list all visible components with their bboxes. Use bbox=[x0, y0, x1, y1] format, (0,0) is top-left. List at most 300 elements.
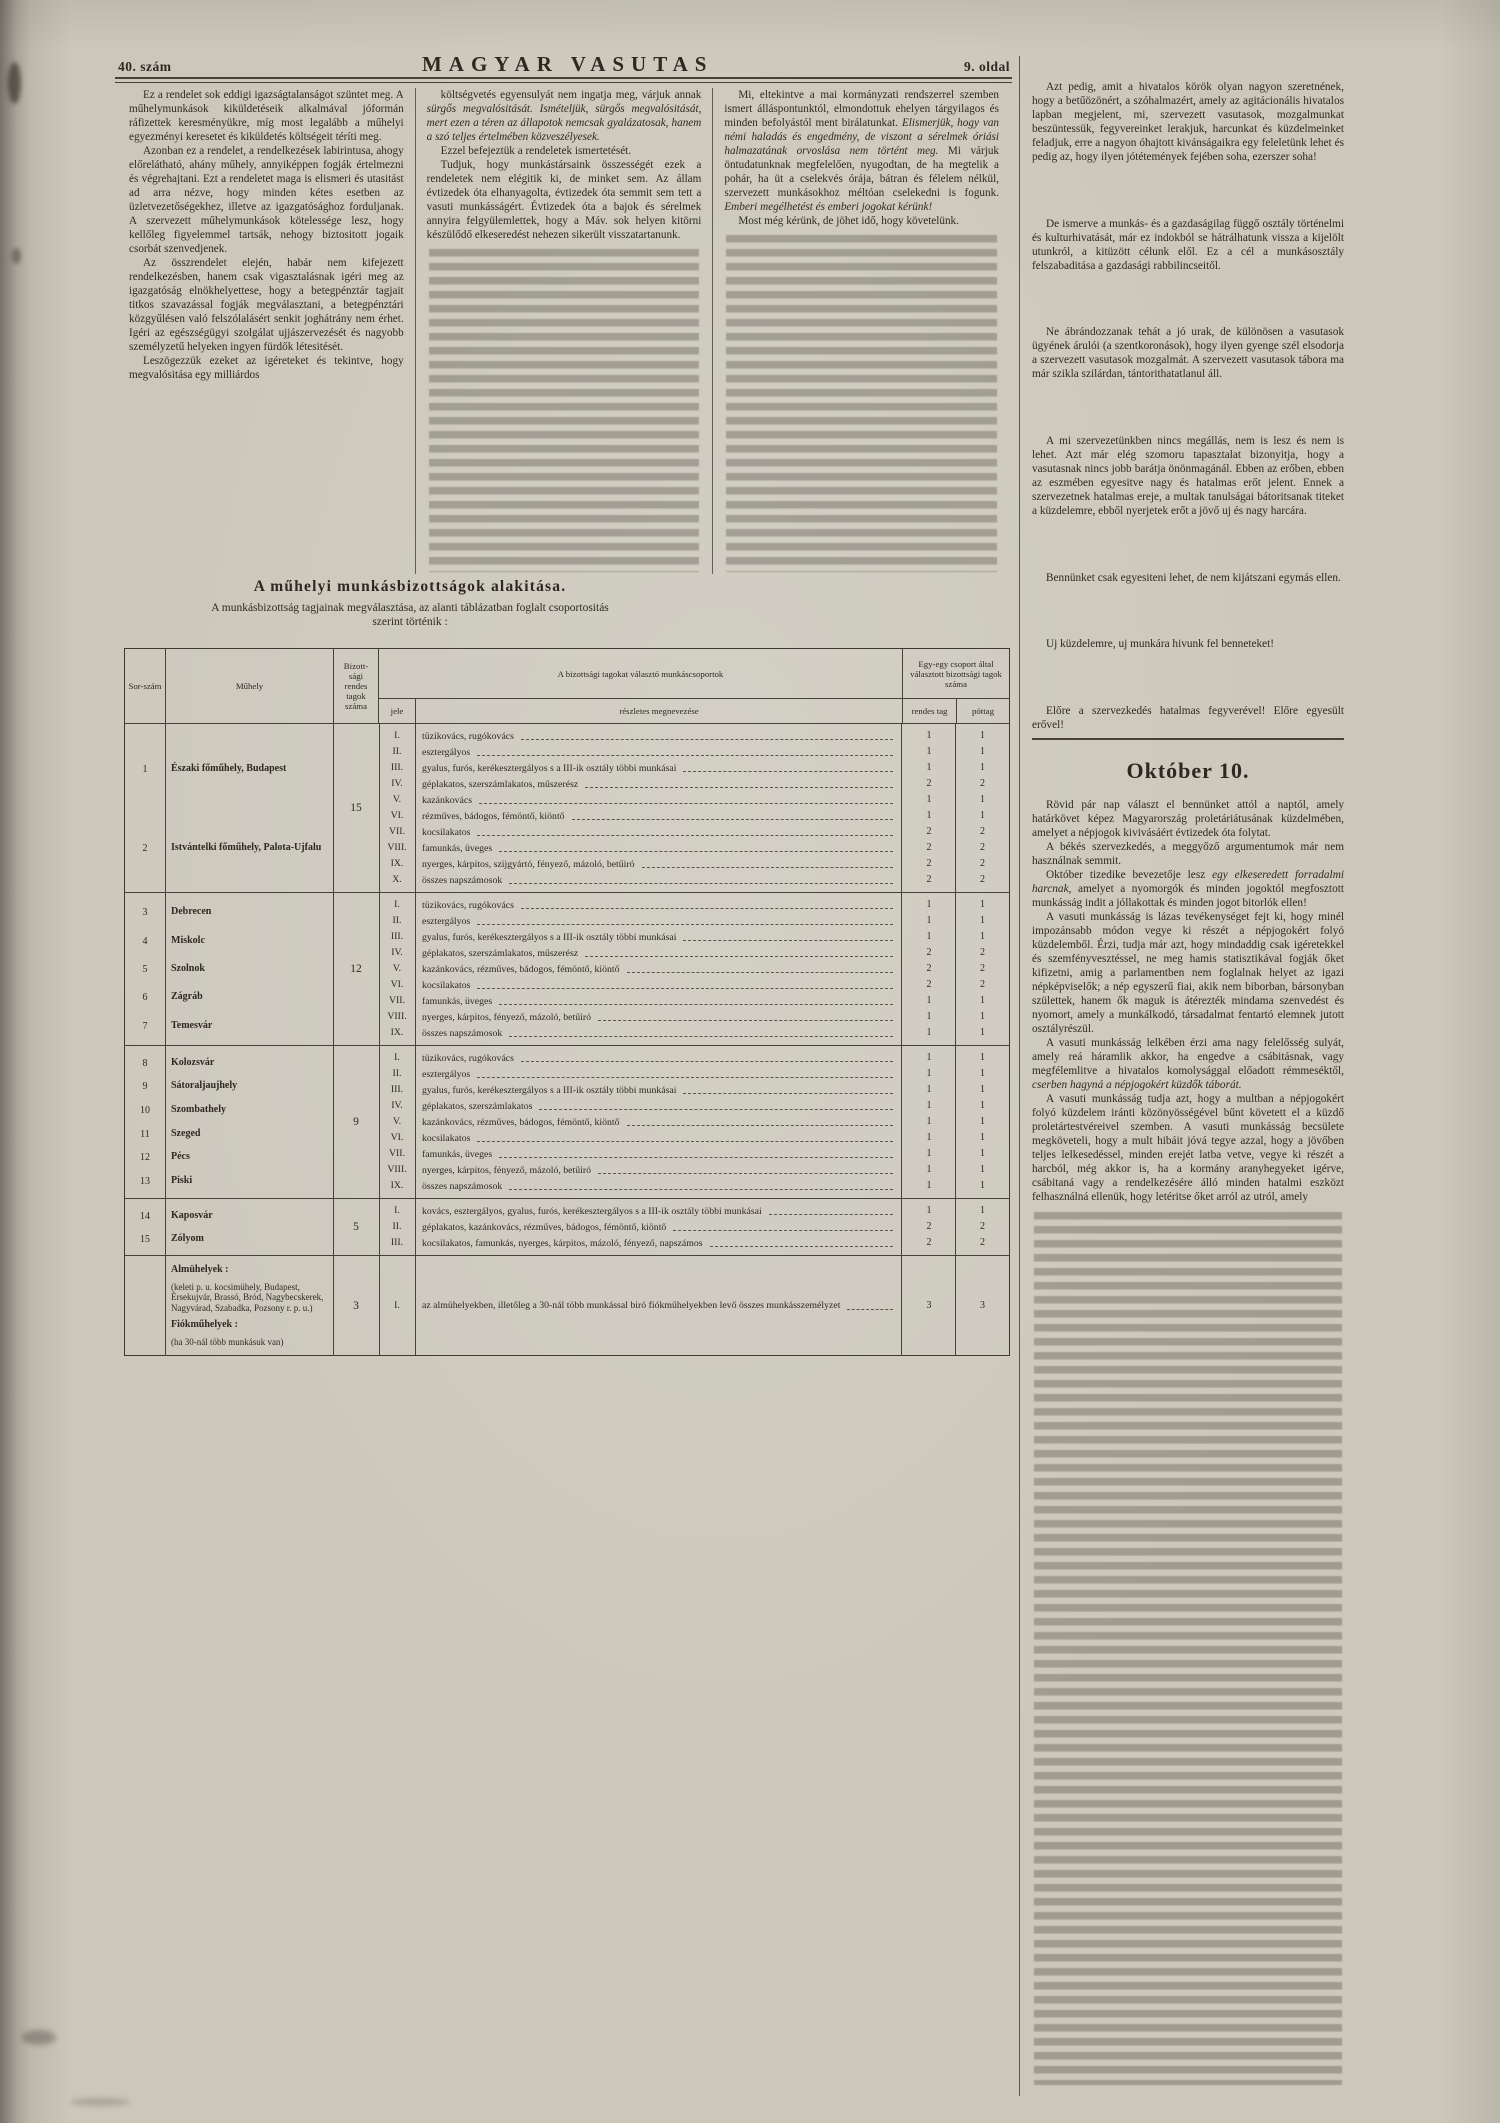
paragraph: De ismerve a munkás- és a gazdaságilag függő osztály történelmi és kulturhivatását, már ez indokból se hátrálhatunk vissza a kijelölt utunkról, a kitüzött célunk elől. Ez a cél a munkásosztály felszabaditása a gazdasági rabbilincseitől. bbox=[1032, 217, 1344, 272]
workshop-number: 8 bbox=[142, 1057, 148, 1069]
substitute-member-count: 1 bbox=[980, 1027, 985, 1038]
group-description bbox=[415, 978, 902, 992]
workshop-number: 2 bbox=[142, 842, 148, 854]
paragraph: Most még kérünk, de jöhet idő, hogy követelünk. bbox=[738, 215, 959, 227]
dash-leader bbox=[683, 1084, 893, 1094]
workshop-number bbox=[125, 1282, 165, 1314]
group-description-text: nyerges, kárpitos, fényező, mázoló, betűiró bbox=[422, 1011, 592, 1023]
paragraph: Előre a szervezkedés hatalmas fegyverével! Előre egyesült erővel! bbox=[1032, 704, 1344, 731]
committee-members-count: 12 bbox=[350, 963, 362, 975]
workshop-entry bbox=[125, 935, 333, 947]
group-sign: VI. bbox=[390, 1132, 404, 1143]
group-description bbox=[415, 898, 902, 912]
table-row bbox=[379, 914, 1009, 928]
table-row bbox=[379, 825, 1009, 839]
table-row bbox=[379, 809, 1009, 823]
workshop-name: (ha 30-nál több munkásuk van) bbox=[171, 1336, 284, 1347]
group-description bbox=[415, 777, 902, 791]
workshop-entry bbox=[125, 963, 333, 975]
illegible-text-region bbox=[1034, 1212, 1342, 2085]
group-sign: X. bbox=[392, 874, 402, 885]
workshop-number: 12 bbox=[140, 1152, 150, 1164]
workshop-name: Kolozsvár bbox=[171, 1056, 215, 1068]
group-description-text: kocsilakatos bbox=[422, 826, 471, 838]
group-description-text: tüzikovács, rugókovács bbox=[422, 730, 514, 742]
group-description-text: nyerges, kárpitos, szijgyártó, fényező, mázoló, betűiró bbox=[422, 858, 635, 870]
dash-leader bbox=[710, 1237, 893, 1247]
group-sign: IX. bbox=[390, 1027, 404, 1038]
workshop-number: 14 bbox=[140, 1210, 150, 1222]
table-row bbox=[379, 1179, 1009, 1193]
workshop-list bbox=[125, 724, 333, 892]
group-description-text: összes napszámosok bbox=[422, 1027, 503, 1039]
scan-artifact bbox=[8, 62, 21, 104]
workshop-list bbox=[125, 1046, 333, 1198]
group-description-text: nyerges, kárpitos, fényező, mázoló, betűiró bbox=[422, 1164, 592, 1176]
right-column-bottom-article bbox=[1032, 798, 1344, 1204]
paragraph: A vasuti munkásság lelkében érzi ama nagy felelősség sulyát, amely reá háramlik akkor, ha engedve a csábitásnak, vagy megfélemlitve a hivatalos komolysággal előadott rémmeséktől, cserben hagyná a népjogokért küzdők táborát. bbox=[1032, 1037, 1344, 1091]
group-description-text: kocsilakatos, famunkás, nyerges, kárpitos, mázoló, fényező, napszámos bbox=[422, 1237, 703, 1249]
group-description bbox=[415, 793, 902, 807]
paragraph: Ne ábrándozzanak tehát a jó urak, de különösen a vasutasok ügyének árulói (a szentkoronások), hogy ilyen gyenge szél elsodorja a szervezett vasutasok mozgalmát. A szervezett vasutasok tábora ma már szikla szilárdan, tántorithatatlanul áll. bbox=[1032, 326, 1344, 381]
table-group bbox=[125, 723, 1009, 892]
worker-group-rows bbox=[379, 893, 1009, 1045]
group-sign: V. bbox=[392, 1116, 402, 1127]
workshop-entry bbox=[125, 1233, 333, 1245]
regular-member-count: 1 bbox=[926, 899, 932, 910]
group-description-text: famunkás, üveges bbox=[422, 1148, 493, 1160]
workshop-entry bbox=[125, 1080, 333, 1092]
substitute-member-count: 1 bbox=[980, 899, 985, 910]
regular-member-count: 1 bbox=[926, 1052, 932, 1063]
group-description-text: tüzikovács, rugókovács bbox=[422, 1052, 514, 1064]
col-header-valasztott-tagok: Egy-egy csoport által választott bizottsági tagok száma bbox=[903, 649, 1009, 699]
substitute-member-count: 1 bbox=[980, 1148, 985, 1159]
table-row bbox=[379, 1026, 1009, 1040]
substitute-member-count: 2 bbox=[980, 842, 985, 853]
table-row bbox=[379, 1115, 1009, 1129]
regular-member-count: 2 bbox=[926, 874, 932, 885]
dash-leader bbox=[683, 931, 893, 941]
group-description bbox=[415, 930, 902, 944]
group-description-text: gyalus, furós, kerékesztergályos s a III-ik osztály többi munkásai bbox=[422, 1084, 677, 1096]
committee-table bbox=[124, 648, 1010, 1356]
table-group bbox=[125, 1045, 1009, 1198]
dash-leader bbox=[627, 1116, 893, 1126]
col-header-jele: jele bbox=[390, 706, 404, 716]
group-description bbox=[415, 729, 902, 743]
dash-leader bbox=[598, 1164, 893, 1174]
table-header-left bbox=[125, 649, 333, 723]
workshop-list bbox=[125, 893, 333, 1045]
dash-leader bbox=[598, 1011, 893, 1021]
table-row bbox=[379, 1010, 1009, 1024]
group-sign: IV. bbox=[391, 1100, 403, 1111]
workshop-name: Szeged bbox=[171, 1127, 201, 1139]
paragraph: Azonban ez a rendelet, a rendelkezések labirintusa, ahogy előrelátható, ahány műhely, annyiképpen fogják értelmezni és végrehajtani. Ezt a rendeletet maga is elismeri és utasitást ad arra nézve, hogy minden kétes esetben az üzletvezetőségekhez, illetve az igazgatósághoz forduljanak. A szervezett műhelymunkások kötelessége lesz, hogy kellőleg figyelemmel tartsák, nehogy biztositott jogaik csorbát szenvedjenek. bbox=[129, 145, 404, 255]
table-row bbox=[379, 1236, 1009, 1250]
workshop-number: 4 bbox=[142, 935, 148, 947]
col-header-rendes-tag: rendes tag bbox=[911, 706, 948, 716]
group-description-text: famunkás, üveges bbox=[422, 842, 493, 854]
table-row bbox=[379, 898, 1009, 912]
workshop-entry bbox=[125, 763, 333, 775]
workshop-name: Északi főműhely, Budapest bbox=[171, 762, 287, 774]
workshop-name: Istvántelki főműhely, Palota-Ujfalu bbox=[171, 841, 322, 853]
paragraph: Ez a rendelet sok eddigi igazságtalanságot szüntet meg. A műhelymunkások kiküldetéseik alkalmával jóformán ráfizettek keresményükre, míg most legalább a műhelyi egyezményi keresetet és kiküldetés költségeit téríti meg. bbox=[129, 89, 404, 143]
scan-artifact bbox=[12, 248, 21, 264]
group-sign: VII. bbox=[388, 1148, 406, 1159]
substitute-member-count: 1 bbox=[980, 762, 985, 773]
paragraph: Mi, eltekintve a mai kormányzati rendszerrel szemben ismert álláspontunktól, elmondottuk ehelyen tárgyilagos és minden befolyástól ment birálatunkat. Elismerjük, hogy van némi haladás és engedmény, de viszont a sérelmek óriási halmazatának orvoslása nem történt meg. Mi várjuk öntudatunknak megfelelően, nyugodtan, de ha megtelik a pohár, ha üt a cselekvés órája, bátran és félelem nélkül, szervezett munkásokhoz méltóan cselekedni is fogunk. Emberi megélhetést és emberi jogokat kérünk! bbox=[724, 89, 1000, 213]
workshop-number: 15 bbox=[140, 1233, 150, 1245]
table-row bbox=[379, 841, 1009, 855]
group-description bbox=[415, 1299, 902, 1313]
group-description bbox=[415, 1115, 902, 1129]
regular-member-count: 2 bbox=[926, 858, 932, 869]
workshop-entry bbox=[125, 1282, 333, 1314]
paragraph: Bennünket csak egyesiteni lehet, de nem kijátszani egymás ellen. bbox=[1046, 571, 1341, 584]
workshop-name: Fiókműhelyek : bbox=[171, 1319, 238, 1330]
workshop-entry bbox=[125, 1210, 333, 1222]
committee-members-count: 9 bbox=[353, 1116, 359, 1128]
workshop-number: 3 bbox=[142, 907, 148, 919]
paragraph: Ezzel befejeztük a rendeletek ismertetését. bbox=[440, 145, 632, 157]
workshop-name: Zólyom bbox=[171, 1232, 204, 1244]
workshop-entry bbox=[125, 1128, 333, 1140]
group-description bbox=[415, 1163, 902, 1177]
group-description bbox=[415, 914, 902, 928]
group-sign: I. bbox=[394, 899, 400, 910]
paragraph: Rövid pár nap választ el bennünket attól a naptól, amely határkövet képez Magyarország proletáriátusának küzdelmében, amelyet a népjogok kivivásáért évtizedek óta folytat. bbox=[1032, 799, 1344, 839]
workshop-entry bbox=[125, 991, 333, 1003]
worker-group-rows bbox=[379, 1046, 1009, 1198]
substitute-member-count: 1 bbox=[980, 1100, 985, 1111]
group-description-text: géplakatos, kazánkovács, rézműves, bádogos, fémöntő, kiöntő bbox=[422, 1221, 667, 1233]
workshop-number: 10 bbox=[140, 1105, 150, 1117]
group-sign: VIII. bbox=[387, 1164, 407, 1175]
group-description-text: kazánkovács, rézműves, bádogos, fémöntő, kiöntő bbox=[422, 1116, 620, 1128]
table-row bbox=[379, 729, 1009, 743]
table-row bbox=[379, 793, 1009, 807]
header-group-csoportok bbox=[379, 649, 902, 723]
group-sign: I. bbox=[394, 1205, 400, 1216]
group-description-text: esztergályos bbox=[422, 915, 471, 927]
table-row bbox=[379, 745, 1009, 759]
substitute-member-count: 1 bbox=[980, 1205, 985, 1216]
group-sign: II. bbox=[392, 746, 402, 757]
group-sign: I. bbox=[394, 1299, 400, 1311]
regular-member-count: 1 bbox=[926, 746, 932, 757]
table-row bbox=[379, 962, 1009, 976]
group-sign: IX. bbox=[390, 1180, 404, 1191]
workshop-name: Sátoraljaujhely bbox=[171, 1080, 238, 1092]
workshop-name: Piski bbox=[171, 1175, 193, 1187]
group-description bbox=[415, 1204, 902, 1218]
group-sign: III. bbox=[390, 762, 404, 773]
section-heading-block bbox=[100, 578, 720, 629]
substitute-member-count: 1 bbox=[980, 1052, 985, 1063]
group-description-text: famunkás, üveges bbox=[422, 995, 493, 1007]
worker-group-rows bbox=[379, 724, 1009, 892]
article-column-3 bbox=[712, 88, 1010, 574]
paragraph: A vasuti munkásság tudja azt, hogy a multban a népjogokért folyó küzdelem iránti közönyösségével bűnt követett el a küzdő proletártestvéreivel szemben. A vasuti munkásság becsülete megköveteli, hogy a mult hibáit jóvá tegye azzal, hogy a jövőben teljes lelkesedéssel, minden erejét latba vetve, vegye ki részét a harcból, még akkor is, ha a kormány aranyhegyeket igérve, csábitaná vagy a rendelkezésére álló minden hatalmi eszközt felhasználná ellenük, hogy letéritse őket arról az utról, amely bbox=[1032, 1093, 1344, 1203]
dash-leader bbox=[521, 899, 893, 909]
dash-leader bbox=[585, 947, 893, 957]
col-header-muhely: Műhely bbox=[165, 649, 333, 723]
group-description-text: kocsilakatos bbox=[422, 979, 471, 991]
group-description-text: esztergályos bbox=[422, 746, 471, 758]
committee-members-count: 3 bbox=[353, 1299, 359, 1312]
table-group bbox=[125, 892, 1009, 1045]
table-group bbox=[125, 1198, 1009, 1255]
group-description-text: kazánkovács, rézműves, bádogos, fémöntő, kiöntő bbox=[422, 963, 620, 975]
dash-leader bbox=[477, 915, 893, 925]
table-row bbox=[379, 1051, 1009, 1065]
workshop-number: 11 bbox=[140, 1128, 150, 1140]
page-header bbox=[118, 52, 1010, 77]
regular-member-count: 1 bbox=[926, 794, 932, 805]
table-row bbox=[379, 1220, 1009, 1234]
group-description-text: rézműves, bádogos, fémöntő, kiöntő bbox=[422, 810, 565, 822]
table-row bbox=[379, 994, 1009, 1008]
header-rule-thin bbox=[115, 82, 1012, 83]
group-description bbox=[415, 1067, 902, 1081]
regular-member-count: 3 bbox=[926, 1299, 932, 1311]
section-subtitle-line1: A munkásbizottság tagjainak megválasztása, az alanti táblázatban foglalt csoportositás bbox=[211, 602, 609, 614]
regular-member-count: 2 bbox=[926, 1237, 932, 1248]
workshop-name: Zágráb bbox=[171, 991, 203, 1003]
paragraph: költségvetés egyensulyát nem ingatja meg, várjuk annak sürgős megvalósitását. Ismételjük, sürgős megvalósitását, mert ezen a téren az állapotok nemcsak gyalázatosak, hanem a szó teljes értelmében közveszélyesek. bbox=[426, 89, 702, 143]
group-description-text: kazánkovács bbox=[422, 794, 473, 806]
group-description-text: esztergályos bbox=[422, 1068, 471, 1080]
substitute-member-count: 1 bbox=[980, 1116, 985, 1127]
table-row bbox=[379, 777, 1009, 791]
group-sign: VI. bbox=[390, 979, 404, 990]
workshop-name: Pécs bbox=[171, 1151, 190, 1163]
dash-leader bbox=[477, 1132, 893, 1142]
table-group bbox=[125, 1255, 1009, 1355]
group-description bbox=[415, 946, 902, 960]
workshop-entry bbox=[125, 842, 333, 854]
regular-member-count: 2 bbox=[926, 1221, 932, 1232]
substitute-member-count: 2 bbox=[980, 874, 985, 885]
dash-leader bbox=[521, 730, 893, 740]
workshop-name: Szombathely bbox=[171, 1104, 226, 1116]
table-row bbox=[379, 761, 1009, 775]
group-description bbox=[415, 994, 902, 1008]
group-description-text: géplakatos, szerszámlakatos, műszerész bbox=[422, 778, 579, 790]
table-row bbox=[379, 1299, 1009, 1313]
group-description bbox=[415, 1131, 902, 1145]
group-description bbox=[415, 1220, 902, 1234]
workshop-number: 13 bbox=[140, 1176, 150, 1188]
paragraph: A békés szervezkedés, a meggyőző argumentumok már nem használnak semmit. bbox=[1032, 841, 1344, 867]
paragraph: Azt pedig, amit a hivatalos körök olyan nagyon szeretnének, hogy a betűözönért, a szóhalmazért, amely az agitácionális hivatalos lapban megjelent, mi, szervezett vasutasok, mozgalmunkat beszüntessük, fegyvereinket lerakjuk, harcunkat és küzdelmeinket feladjuk, erre a nagyon óhajtott kivánságaikra egy feleletünk lehet és pedig az, hogy ilyen jótétemények fejében soha, ezerszer soha! bbox=[1032, 81, 1344, 163]
paragraph: Tudjuk, hogy munkástársaink összességét ezek a rendeletek nem elégitik ki, de minket sem. Az állam évtizedek óta elhanyagolta, évtizedek óta semmit sem tett a vasuti munkásságért. Évtizedek óta a bajok és sérelmek annyira felgyülemlettek, hogy a Máv. sok helyen kitörni készülődő elkeseredést nehezen sikerült visszatartanunk. bbox=[426, 159, 702, 241]
masthead-title: MAGYAR VASUTAS bbox=[421, 52, 714, 76]
workshop-name: Debrecen bbox=[171, 906, 212, 918]
illegible-text-region bbox=[726, 235, 997, 572]
regular-member-count: 1 bbox=[926, 810, 932, 821]
header-subrow-valasztott bbox=[903, 699, 1009, 723]
substitute-member-count: 1 bbox=[980, 746, 985, 757]
paragraph: A mi szervezetünkben nincs megállás, nem is lesz és nem is lehet. Azt már elég szomoru tapasztalat bizonyitja, hogy a vasutasnak nincs jobb barátja önönmagánál. Ebben az erőben, ebben az eszmében egyesitve nagy és hatalmas erőt jelent. Ennek a szervezetnek hatalmas ereje, a multak tanulságai bátoritsanak titeket a küzdelemre, ebből nyerjetek erőt a jövő uj és nagy harcára. bbox=[1032, 434, 1344, 517]
dash-leader bbox=[521, 1052, 893, 1062]
table-row bbox=[379, 873, 1009, 887]
scan-artifact bbox=[70, 2098, 130, 2106]
committee-members-count: 5 bbox=[353, 1221, 359, 1233]
workshop-number: 1 bbox=[142, 763, 148, 775]
dash-leader bbox=[585, 778, 893, 788]
workshop-number bbox=[125, 1337, 165, 1348]
col-header-pottag: póttag bbox=[956, 699, 1009, 723]
regular-member-count: 1 bbox=[926, 1068, 932, 1079]
substitute-member-count: 2 bbox=[980, 858, 985, 869]
article-columns bbox=[118, 88, 1010, 574]
group-description bbox=[415, 1099, 902, 1113]
group-description-text: összes napszámosok bbox=[422, 1180, 503, 1192]
workshop-name: Miskolc bbox=[171, 934, 205, 946]
group-sign: VII. bbox=[388, 826, 406, 837]
right-column bbox=[1032, 80, 1344, 2095]
table-row bbox=[379, 1147, 1009, 1161]
dash-leader bbox=[477, 746, 893, 756]
workshop-number: 5 bbox=[142, 963, 148, 975]
substitute-member-count: 1 bbox=[980, 915, 985, 926]
regular-member-count: 1 bbox=[926, 1084, 932, 1095]
section-divider-rule bbox=[1032, 738, 1344, 740]
workshop-name: Almühelyek : bbox=[171, 1264, 229, 1275]
workshop-entry bbox=[125, 906, 333, 918]
workshop-entry bbox=[125, 1175, 333, 1187]
paragraph: Október tizedike bevezetője lesz egy elkeseredett forradalmi harcnak, amelyet a nyomorgók és minden jogoktól megfosztott munkásság indit a jóllakottak és minden jogot bitorlók ellen! bbox=[1032, 869, 1344, 909]
group-sign: IV. bbox=[391, 778, 403, 789]
dash-leader bbox=[509, 1180, 893, 1190]
group-description-text: az almühelyekben, illetőleg a 30-nál több munkással biró fiókműhelyekben levő összes munkásszemélyzet bbox=[422, 1300, 841, 1311]
workshop-entry bbox=[125, 1104, 333, 1116]
workshop-entry bbox=[125, 1057, 333, 1069]
regular-member-count: 2 bbox=[926, 778, 932, 789]
regular-member-count: 1 bbox=[926, 995, 932, 1006]
dash-leader bbox=[477, 826, 893, 836]
substitute-member-count: 1 bbox=[980, 1068, 985, 1079]
regular-member-count: 2 bbox=[926, 826, 932, 837]
workshop-number bbox=[125, 1264, 165, 1276]
group-description-text: összes napszámosok bbox=[422, 874, 503, 886]
substitute-member-count: 1 bbox=[980, 1164, 985, 1175]
paragraph: Az összrendelet elején, habár nem kifejezett rendelkezésben, hanem csak vigasztalásnak igéri meg az igazgatóság elnökhelyettese, hogy a betegpénztár tagjait titkos szavazással fogják megválasztani, a betegpénztári közgyűlésen való felszólalásért senkit joghátrány nem érhet. Igéri az egészségügyi szolgálat ujjászervezését és nagyobb személyzetű helyeken ingyen fürdők létesitését. bbox=[129, 257, 404, 353]
group-description bbox=[415, 1236, 902, 1250]
substitute-member-count: 3 bbox=[980, 1299, 985, 1311]
dash-leader bbox=[477, 979, 893, 989]
workshop-list bbox=[125, 1199, 333, 1255]
page-number: 9. oldal bbox=[963, 59, 1010, 74]
group-sign: I. bbox=[394, 730, 400, 741]
worker-group-rows bbox=[379, 1256, 1009, 1355]
dash-leader bbox=[509, 874, 893, 884]
worker-group-rows bbox=[379, 1199, 1009, 1255]
workshop-entry bbox=[125, 1151, 333, 1163]
dash-leader bbox=[477, 1068, 893, 1078]
workshop-list bbox=[125, 1256, 333, 1355]
group-description bbox=[415, 761, 902, 775]
table-row bbox=[379, 1204, 1009, 1218]
dash-leader bbox=[642, 858, 893, 868]
group-sign: IX. bbox=[390, 858, 404, 869]
column-2-text bbox=[427, 88, 702, 242]
dash-leader bbox=[847, 1300, 893, 1310]
dash-leader bbox=[499, 995, 893, 1005]
dash-leader bbox=[769, 1205, 893, 1215]
substitute-member-count: 1 bbox=[980, 1084, 985, 1095]
group-description bbox=[415, 1179, 902, 1193]
issue-number: 40. szám bbox=[118, 59, 172, 74]
article-column-1 bbox=[118, 88, 415, 574]
regular-member-count: 2 bbox=[926, 947, 932, 958]
workshop-entry bbox=[125, 1020, 333, 1032]
october-10-heading: Október 10. bbox=[1126, 758, 1250, 783]
group-description-text: kovács, esztergályos, gyalus, furós, kerékesztergályos s a III-ik osztály többi munkásai bbox=[422, 1205, 762, 1217]
workshop-name: Kaposvár bbox=[171, 1209, 213, 1221]
group-description bbox=[415, 1147, 902, 1161]
substitute-member-count: 2 bbox=[980, 979, 985, 990]
col-header-sorszam: Sor-szám bbox=[128, 681, 162, 691]
workshop-entry bbox=[125, 1319, 333, 1331]
substitute-member-count: 2 bbox=[980, 1221, 985, 1232]
header-group-valasztott bbox=[902, 649, 1009, 723]
workshop-entry bbox=[125, 1264, 333, 1276]
dash-leader bbox=[499, 1148, 893, 1158]
group-sign: I. bbox=[394, 1052, 400, 1063]
group-description bbox=[415, 962, 902, 976]
col-header-munkascsoportok: A bizottsági tagokat választó munkáscsoportok bbox=[379, 649, 902, 699]
section-title: A műhelyi munkásbizottságok alakitása. bbox=[253, 578, 567, 595]
regular-member-count: 1 bbox=[926, 1148, 932, 1159]
group-sign: VIII. bbox=[387, 842, 407, 853]
substitute-member-count: 2 bbox=[980, 947, 985, 958]
workshop-number: 9 bbox=[142, 1081, 148, 1093]
dash-leader bbox=[479, 794, 893, 804]
workshop-number bbox=[125, 1319, 165, 1331]
table-row bbox=[379, 1083, 1009, 1097]
group-description bbox=[415, 1026, 902, 1040]
article-column-2 bbox=[415, 88, 713, 574]
group-sign: III. bbox=[390, 1084, 404, 1095]
table-row bbox=[379, 930, 1009, 944]
regular-member-count: 1 bbox=[926, 1132, 932, 1143]
regular-member-count: 1 bbox=[926, 1116, 932, 1127]
committee-members-count: 15 bbox=[350, 802, 362, 814]
regular-member-count: 2 bbox=[926, 979, 932, 990]
dash-leader bbox=[627, 963, 893, 973]
group-description bbox=[415, 873, 902, 887]
regular-member-count: 1 bbox=[926, 931, 932, 942]
group-sign: VII. bbox=[388, 995, 406, 1006]
group-sign: VI. bbox=[390, 810, 404, 821]
group-description bbox=[415, 857, 902, 871]
header-subrow-csoportok bbox=[379, 699, 902, 723]
col-header-megnevezes: részletes megnevezése bbox=[415, 699, 902, 723]
substitute-member-count: 1 bbox=[980, 730, 985, 741]
group-sign: VIII. bbox=[387, 1011, 407, 1022]
workshop-name: (keleti p. u. kocsimühely, Budapest, Érsekujvár, Brassó, Bród, Nagybecskerek, Nagyvárad, Szabadka, Pozsony r. p. u.) bbox=[171, 1281, 324, 1313]
table-row bbox=[379, 1163, 1009, 1177]
column-3-text bbox=[724, 88, 999, 228]
workshop-name: Szolnok bbox=[171, 962, 205, 974]
group-sign: III. bbox=[390, 1237, 404, 1248]
regular-member-count: 1 bbox=[926, 915, 932, 926]
